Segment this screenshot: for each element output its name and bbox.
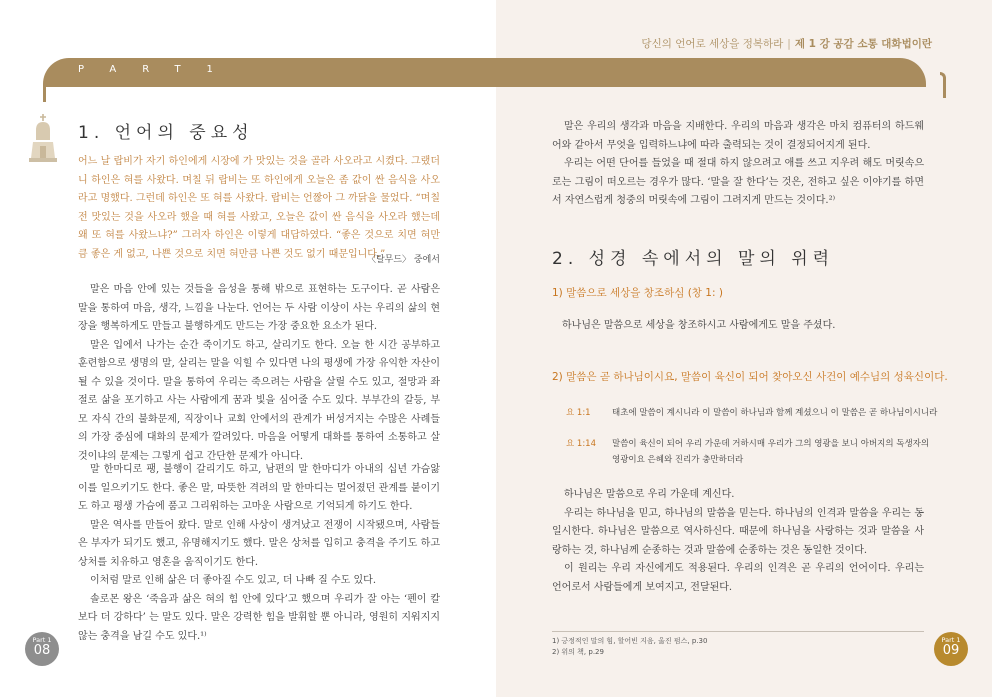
- paragraph: 하나님은 말씀으로 우리 가운데 계신다.: [564, 489, 735, 500]
- paragraph: 말은 입에서 나가는 순간 죽이기도 하고, 살리기도 한다. 오늘 한 시간 공부하고 훈련함으로 생명의 말, 살리는 말을 익힐 수 있다면 나의 평생에 가장 유익한 자산이 될 수 있을 것이다. 말을 통하여 우리는 죽으려는 사람을 살릴 수도 있고, 절망과 좌절로 삶을 포기하고 사는 사람에게 꿈과 빛을 심어줄 수도 있다. 부부간의 갈등, 부모 자식 간의 불화문제, 직장이나 교회 안에서의 관계가 버성거지는 수많은 사례들의 가장 중심에 대화의 문제가 깔려있다. 마음을 어떻게 대화를 통하여 소통하고 살 것이냐의 문제는 그렇게 쉽고 간단한 문제가 아니다.: [78, 339, 440, 462]
- badge-part-label: Part 1: [941, 636, 961, 644]
- page-number: 09: [942, 643, 960, 658]
- footnote: 2) 위의 책, p.29: [552, 648, 604, 656]
- paragraph: 말은 마음 안에 있는 것들을 음성을 통해 밖으로 표현하는 도구이다. 곧 사람은 말을 통하여 마음, 생각, 느낌을 나눈다. 언어는 두 사람 이상이 사는 우리의 삶의 현장을 행복하게도 만들고 불행하게도 만드는 가장 중요한 요소가 된다.: [78, 284, 440, 332]
- banner-curve: [43, 84, 46, 102]
- section-title-importance-of-language: 1. 언어의 중요성: [78, 123, 254, 143]
- page-number-badge: [934, 632, 968, 666]
- paragraph: 우리는 어떤 단어를 들었을 때 절대 하지 않으려고 애를 쓰고 지우려 해도 머릿속으로는 그림이 떠오르는 경우가 많다. ‘말을 잘 한다’는 것은, 전하고 싶은 이야기를 하면서 자연스럽게 청중의 머릿속에 그림이 그려지게 만드는 것이다.²⁾: [552, 158, 924, 206]
- badge-part-label: Part 1: [32, 636, 52, 644]
- right-page: [496, 0, 992, 697]
- section-title-power-of-words: 2. 성경 속에서의 말의 위력: [552, 249, 835, 269]
- footnotes: [552, 636, 707, 658]
- body-block-1: [78, 281, 440, 466]
- running-header: [641, 36, 932, 51]
- paragraph: 말은 역사를 만들어 왔다. 말로 인해 사상이 생겨났고 전쟁이 시작됐으며, 사람들은 부자가 되기도 했고, 유명해지기도 했다. 말은 상처를 입히고 충격을 주기도 하고 상처를 치유하고 영혼을 움직이기도 한다.: [78, 519, 440, 568]
- verse-reference: 요 1:1: [566, 408, 591, 418]
- part-banner: [496, 58, 926, 87]
- body-block-4: [552, 486, 924, 597]
- header-separator: |: [787, 38, 791, 50]
- creation-text: 하나님은 말씀으로 세상을 창조하시고 사람에게도 말을 주셨다.: [562, 320, 836, 331]
- talmud-quote: 어느 날 랍비가 자기 하인에게 시장에 가 맛있는 것을 골라 사오라고 시켰다. 그랬더니 하인은 혀를 사왔다. 며칠 뒤 랍비는 또 하인에게 오늘은 좀 값이 싼 음식을 사오라고 명했다. 그런데 하인은 또 혀를 사왔다. 랍비는 언짢아 그 까닭을 물었다. “며칠 전 맛있는 것을 사오라 했을 때 혀를 사왔고, 오늘은 값이 싼 음식을 사오라 했는데 왜 또 혀를 사왔느냐?” 그러자 하인은 이렇게 대답하였다. “좋은 것으로 치면 혀만큼 좋은 게 없고, 나쁜 것으로 치면 혀만큼 나쁜 것도 없기 때문입니다.”: [78, 156, 440, 260]
- paragraph: 이 원리는 우리 자신에게도 적용된다. 우리의 인격은 곧 우리의 언어이다. 우리는 언어로서 사람들에게 보여지고, 전달된다.: [552, 563, 924, 593]
- paragraph: 이처럼 말로 인해 삶은 더 좋아질 수도 있고, 더 나빠 질 수도 있다.: [90, 575, 377, 586]
- verse-reference: 요 1:14: [566, 439, 597, 449]
- verse-text: 태초에 말씀이 계시니라 이 말씀이 하나님과 함께 계셨으니 이 말씀은 곧 하나님이시니라: [612, 408, 938, 418]
- quote-source: 〈탈무드〉 중에서: [366, 255, 440, 265]
- paragraph: 말 한마디로 팽, 불행이 갈리기도 하고, 남편의 말 한마디가 아내의 십년 가슴앓이를 일으키기도 한다. 좋은 말, 따뜻한 격려의 말 한마디는 멀어졌던 관계를 붙이기도 하고 평생 가슴에 품고 그리워하는 고마운 사람으로 기억되게 하기도 한다.: [78, 464, 440, 512]
- paragraph: 말은 우리의 생각과 마음을 지배한다. 우리의 마음과 생각은 마치 컴퓨터의 하드웨어와 같아서 무엇을 입력하느냐에 따라 출력되는 것이 결정되어지게 된다.: [552, 121, 924, 151]
- body-block-2: [78, 461, 440, 646]
- verse-text: 말씀이 육신이 되어 우리 가운데 거하시매 우리가 그의 영광을 보니 아버지의 독생자의 영광이요 은혜와 진리가 충만하더라: [612, 439, 930, 465]
- paragraph: 우리는 하나님을 믿고, 하나님의 말씀을 믿는다. 하나님의 인격과 말씀을 우리는 동일시한다. 하나님은 말씀으로 역사하신다. 때문에 하나님을 사랑하는 것과 말씀을 사랑하는 것, 하나님께 순종하는 것과 말씀에 순종하는 것은 동일한 것이다.: [552, 507, 924, 556]
- footnote-divider: [552, 631, 924, 632]
- chapter-title: 제 1 강 공감 소통 대화법이란: [794, 38, 932, 50]
- bell-tower-icon: [28, 112, 58, 166]
- subheading-creation: 1) 말씀으로 세상을 창조하심 (창 1: ): [552, 287, 723, 299]
- page-number: 08: [33, 643, 51, 658]
- body-block-3: [552, 118, 924, 211]
- page-number-badge: [25, 632, 59, 666]
- subheading-incarnation: 2) 말씀은 곧 하나님이시요, 말씀이 육신이 되어 찾아오신 사건이 예수님의 성육신이다.: [552, 371, 948, 383]
- banner-curve: [940, 72, 946, 98]
- footnote: 1) 긍정적인 말의 힘, 할어빈 지음, 옮진 펌스, p.30: [552, 637, 708, 645]
- paragraph: 솔로몬 왕은 ‘죽음과 삶은 혀의 힘 안에 있다’고 했으며 우리가 잘 아는 ‘펜이 칼보다 더 강하다’ 는 말도 있다. 말은 강력한 힘을 발휘할 뿐 아니라, 영원히 지워지지 않는 충격을 남길 수도 있다.¹⁾: [78, 593, 440, 642]
- chapter-subtitle: 당신의 언어로 세상을 정복하라: [641, 38, 784, 50]
- part-label: PART1: [78, 64, 239, 75]
